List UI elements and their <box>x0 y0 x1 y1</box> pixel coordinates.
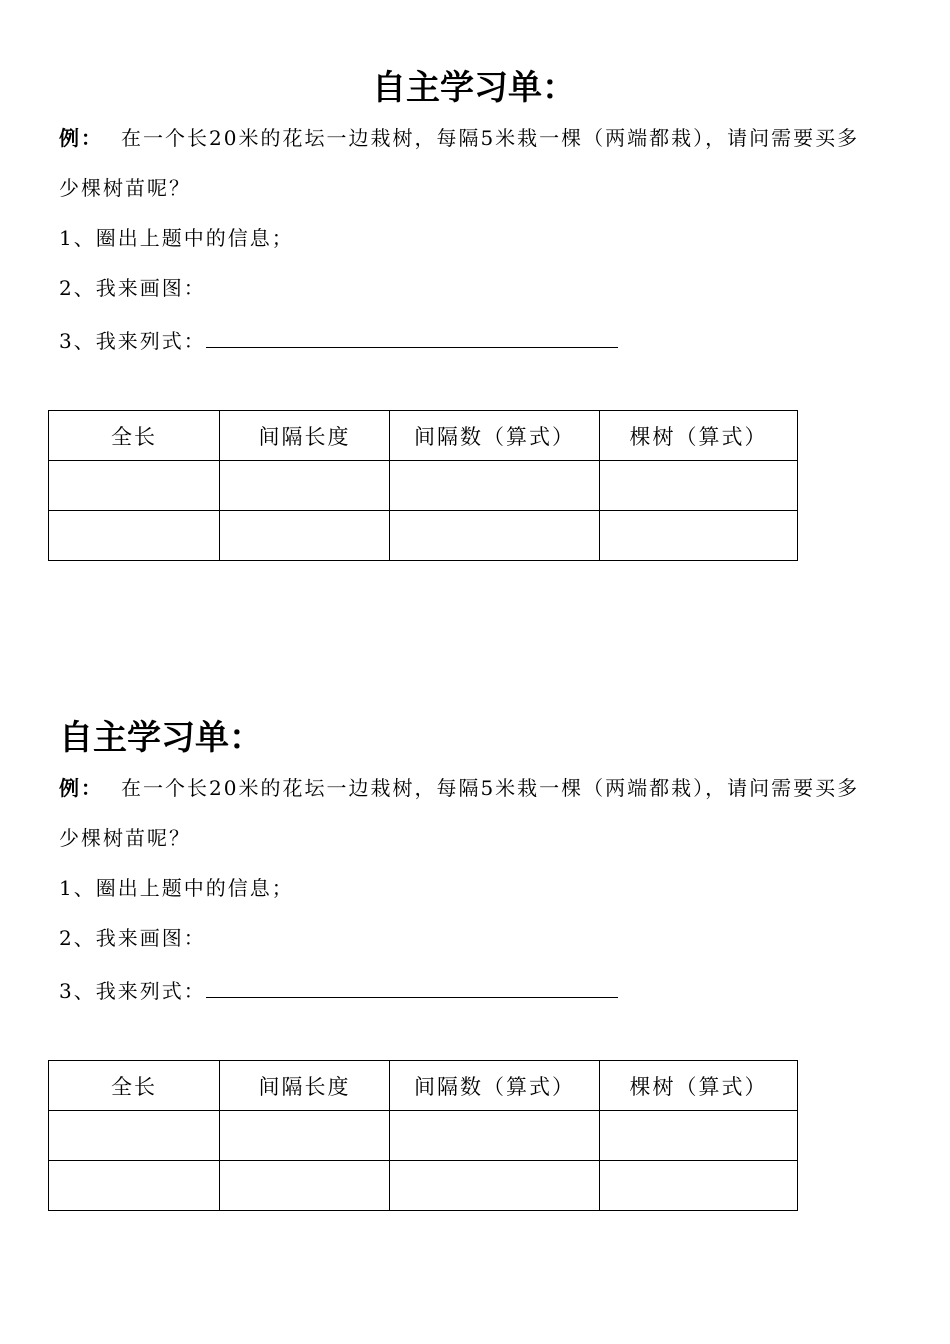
example-text-line2: 少棵树苗呢？ <box>59 176 191 200</box>
answer-cell[interactable] <box>600 1111 798 1161</box>
header-cell-interval-length: 间隔长度 <box>220 411 390 461</box>
answer-cell[interactable] <box>390 1111 600 1161</box>
answer-cell[interactable] <box>49 1161 220 1211</box>
sheet-title: 自主学习单： <box>59 718 263 758</box>
example-problem <box>59 775 859 801</box>
answer-cell[interactable] <box>390 461 600 511</box>
answer-cell[interactable] <box>49 1111 220 1161</box>
header-cell-interval-count: 间隔数（算式） <box>390 411 600 461</box>
question-2: 2、我来画图： <box>59 276 206 300</box>
example-text-line1: 在一个长20米的花坛一边栽树，每隔5米栽一棵（两端都栽），请问需要买多 <box>121 776 860 800</box>
question-3-label: 3、我来列式： <box>59 329 206 353</box>
answer-table <box>48 410 798 561</box>
table-header-row <box>49 1061 798 1111</box>
answer-cell[interactable] <box>390 1161 600 1211</box>
answer-cell[interactable] <box>220 511 390 561</box>
question-1: 1、圈出上题中的信息； <box>59 876 294 900</box>
table-row <box>49 511 798 561</box>
table-row <box>49 461 798 511</box>
header-cell-interval-count: 间隔数（算式） <box>390 1061 600 1111</box>
answer-cell[interactable] <box>220 461 390 511</box>
example-text-line2: 少棵树苗呢？ <box>59 826 191 850</box>
header-cell-interval-length: 间隔长度 <box>220 1061 390 1111</box>
header-cell-tree-count: 棵树（算式） <box>600 1061 798 1111</box>
example-problem <box>59 125 859 151</box>
question-1: 1、圈出上题中的信息； <box>59 226 294 250</box>
answer-cell[interactable] <box>49 511 220 561</box>
header-cell-tree-count: 棵树（算式） <box>600 411 798 461</box>
answer-cell[interactable] <box>220 1111 390 1161</box>
question-2: 2、我来画图： <box>59 926 206 950</box>
answer-cell[interactable] <box>220 1161 390 1211</box>
header-cell-total-length: 全长 <box>49 1061 220 1111</box>
question-3 <box>59 325 618 354</box>
example-label: 例： <box>59 126 103 150</box>
answer-cell[interactable] <box>49 461 220 511</box>
answer-blank-line[interactable] <box>206 975 618 998</box>
sheet-title: 自主学习单： <box>372 68 576 108</box>
question-3-label: 3、我来列式： <box>59 979 206 1003</box>
answer-table <box>48 1060 798 1211</box>
example-label: 例： <box>59 776 103 800</box>
answer-cell[interactable] <box>600 511 798 561</box>
header-cell-total-length: 全长 <box>49 411 220 461</box>
table-row <box>49 1161 798 1211</box>
table-header-row <box>49 411 798 461</box>
answer-cell[interactable] <box>600 461 798 511</box>
question-3 <box>59 975 618 1004</box>
table-row <box>49 1111 798 1161</box>
answer-cell[interactable] <box>600 1161 798 1211</box>
answer-blank-line[interactable] <box>206 325 618 348</box>
example-text-line1: 在一个长20米的花坛一边栽树，每隔5米栽一棵（两端都栽），请问需要买多 <box>121 126 860 150</box>
answer-cell[interactable] <box>390 511 600 561</box>
